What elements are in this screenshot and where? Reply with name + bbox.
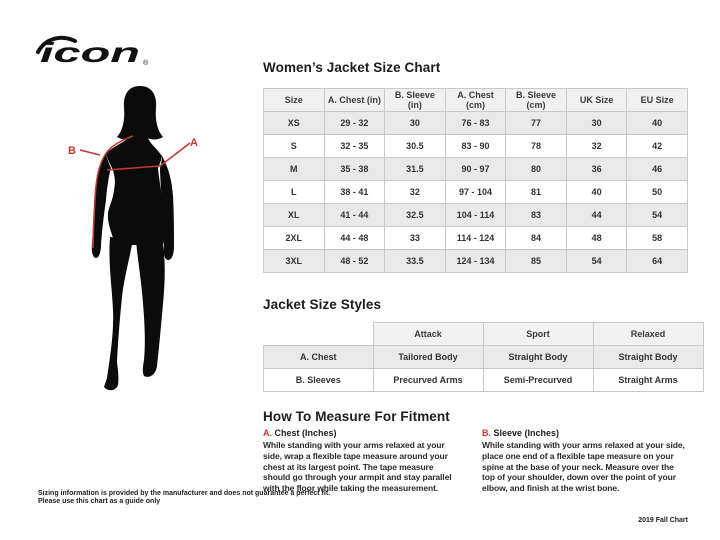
value-cell: 76 - 83 [445, 112, 506, 135]
value-cell: 83 [506, 204, 567, 227]
value-cell: 29 - 32 [324, 112, 385, 135]
column-header: A. Chest (in) [324, 89, 385, 112]
column-header: UK Size [566, 89, 627, 112]
style-chart-table [263, 322, 704, 392]
column-header: Size [264, 89, 325, 112]
chest-measure-heading-text: Chest (Inches) [274, 428, 337, 438]
value-cell: 58 [627, 227, 688, 250]
value-cell: Precurved Arms [373, 369, 483, 392]
column-header: B. Sleeve (in) [385, 89, 446, 112]
value-cell: 85 [506, 250, 567, 273]
sizing-disclaimer [38, 490, 368, 506]
value-cell: 30 [385, 112, 446, 135]
table-row [264, 227, 688, 250]
column-header: A. Chest (cm) [445, 89, 506, 112]
value-cell: 44 [566, 204, 627, 227]
table-row [264, 250, 688, 273]
value-cell: 90 - 97 [445, 158, 506, 181]
table-row [264, 181, 688, 204]
value-cell: 48 - 52 [324, 250, 385, 273]
value-cell: 44 - 48 [324, 227, 385, 250]
value-cell: 40 [566, 181, 627, 204]
value-cell: 104 - 114 [445, 204, 506, 227]
disclaimer-line-1: Sizing information is provided by the manufacturer and does not guarantee a perfect fit. [38, 490, 331, 497]
row-label-cell: S [264, 135, 325, 158]
value-cell: 114 - 124 [445, 227, 506, 250]
row-label-cell: XL [264, 204, 325, 227]
chest-measure-label: A. [263, 428, 272, 438]
registered-mark: ® [143, 60, 149, 67]
value-cell: 84 [506, 227, 567, 250]
chest-measure-heading [263, 428, 460, 438]
value-cell: 83 - 90 [445, 135, 506, 158]
value-cell: 31.5 [385, 158, 446, 181]
disclaimer-line-2: Please use this chart as a guide only [38, 498, 161, 506]
value-cell: 33.5 [385, 250, 446, 273]
table-row [264, 112, 688, 135]
value-cell: 54 [627, 204, 688, 227]
value-cell: 97 - 104 [445, 181, 506, 204]
how-to-measure-sections [263, 428, 688, 494]
table-row [264, 158, 688, 181]
chest-measure-instructions: While standing with your arms relaxed at your side, wrap a flexible tape measure around your chest at its largest point. The tape measure should go through your armpit and stay parallel with the floor while taking the measurement. [263, 440, 452, 494]
value-cell: 48 [566, 227, 627, 250]
row-label-cell: A. Chest [264, 346, 374, 369]
value-cell: 32.5 [385, 204, 446, 227]
label-b-leader-line [80, 150, 100, 155]
sleeve-measure-section [482, 428, 688, 494]
row-label-cell: M [264, 158, 325, 181]
value-cell: 54 [566, 250, 627, 273]
value-cell: Straight Arms [593, 369, 703, 392]
sleeve-measure-heading-text: Sleeve (Inches) [493, 428, 560, 438]
female-silhouette [92, 86, 174, 390]
size-chart-table [263, 88, 688, 273]
value-cell: 32 [385, 181, 446, 204]
chart-edition: 2019 Fall Chart [638, 517, 688, 524]
row-label-cell: B. Sleeves [264, 369, 374, 392]
logo-text: icon [40, 37, 140, 67]
value-cell: 124 - 134 [445, 250, 506, 273]
value-cell: 77 [506, 112, 567, 135]
row-label-cell: 3XL [264, 250, 325, 273]
label-a-leader-line [160, 143, 190, 166]
row-label-cell: XS [264, 112, 325, 135]
value-cell: Tailored Body [373, 346, 483, 369]
column-header: Relaxed [593, 323, 703, 346]
table-row [264, 369, 704, 392]
column-header: B. Sleeve (cm) [506, 89, 567, 112]
measurement-figure [60, 82, 220, 402]
chest-measure-section [263, 428, 460, 494]
sleeve-label-b: B [68, 145, 76, 157]
value-cell: Semi-Precurved [483, 369, 593, 392]
table-row [264, 204, 688, 227]
row-label-cell: L [264, 181, 325, 204]
sleeve-measure-label: B. [482, 428, 491, 438]
column-header: Sport [483, 323, 593, 346]
sleeve-measure-heading [482, 428, 688, 438]
value-cell: 80 [506, 158, 567, 181]
table-row [264, 135, 688, 158]
value-cell: 46 [627, 158, 688, 181]
column-header: Attack [373, 323, 483, 346]
value-cell: 81 [506, 181, 567, 204]
table-row [264, 346, 704, 369]
row-label-cell: 2XL [264, 227, 325, 250]
value-cell: 78 [506, 135, 567, 158]
style-chart-title: Jacket Size Styles [263, 297, 382, 312]
value-cell: Straight Body [483, 346, 593, 369]
icon-brand-logo [35, 33, 153, 67]
value-cell: 36 [566, 158, 627, 181]
value-cell: 35 - 38 [324, 158, 385, 181]
value-cell: 38 - 41 [324, 181, 385, 204]
value-cell: 32 [566, 135, 627, 158]
size-chart-title: Women’s Jacket Size Chart [263, 60, 441, 75]
value-cell: 40 [627, 112, 688, 135]
column-header: EU Size [627, 89, 688, 112]
value-cell: Straight Body [593, 346, 703, 369]
column-header [264, 323, 374, 346]
value-cell: 33 [385, 227, 446, 250]
value-cell: 42 [627, 135, 688, 158]
value-cell: 41 - 44 [324, 204, 385, 227]
chest-label-a: A [190, 137, 198, 149]
value-cell: 64 [627, 250, 688, 273]
value-cell: 30.5 [385, 135, 446, 158]
how-to-measure-title: How To Measure For Fitment [263, 409, 450, 424]
value-cell: 32 - 35 [324, 135, 385, 158]
sleeve-measure-instructions: While standing with your arms relaxed at your side, place one end of a flexible tape measure on your spine at the base of your neck. Measure over the top of your shoulder, down over the point of your elbow, and finish at the wrist bone. [482, 440, 685, 494]
value-cell: 50 [627, 181, 688, 204]
value-cell: 30 [566, 112, 627, 135]
